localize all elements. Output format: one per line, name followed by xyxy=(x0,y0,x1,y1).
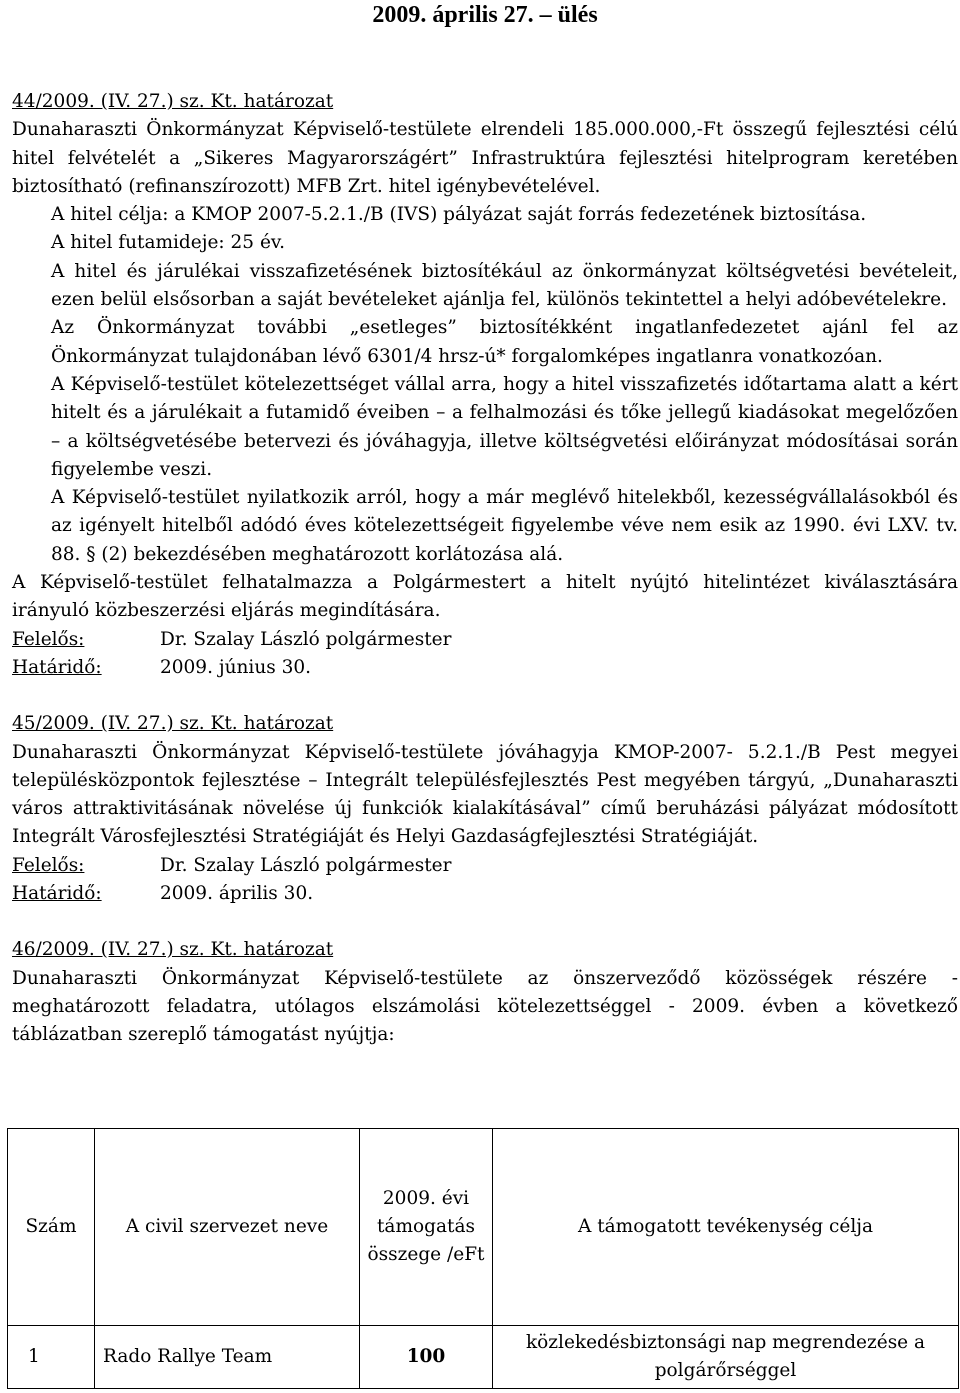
column-header: 2009. évi támogatás összege /eFt xyxy=(360,1129,493,1326)
resolution-item xyxy=(12,484,958,569)
resolution-heading: 45/2009. (IV. 27.) sz. Kt. határozat xyxy=(12,713,334,735)
deadline-value: 2009. április 30. xyxy=(160,883,314,905)
resolution-intro: Dunaharaszti Önkormányzat Képviselő-testülete jóváhagyja KMOP-2007- 5.2.1./B Pest megyei településközpontok fejlesztése – Integrált településfejlesztés Pest megyében tárgyú, „Dunaharaszti város attraktivitásának növelése új funkciók kialakításával” című beruházási pályázat módosított Integrált Városfejlesztési Stratégiáját és Helyi Gazdaságfejlesztési Stratégiáját. xyxy=(12,741,958,848)
responsible-line xyxy=(12,852,958,880)
table-row xyxy=(8,1326,959,1389)
deadline-value: 2009. június 30. xyxy=(160,656,312,678)
column-header: A támogatott tevékenység célja xyxy=(493,1129,959,1326)
item-number xyxy=(12,314,51,342)
resolution-heading: 46/2009. (IV. 27.) sz. Kt. határozat xyxy=(12,939,334,961)
support-amount: 100 xyxy=(360,1326,493,1389)
resolution-44 xyxy=(12,88,958,682)
deadline-label: Határidő: xyxy=(12,883,102,905)
resolution-item xyxy=(12,258,958,315)
deadline-label: Határidő: xyxy=(12,656,102,678)
item-text: A hitel célja: a KMOP 2007-5.2.1./B (IVS) pályázat saját forrás fedezetének biztosítása. xyxy=(51,204,867,226)
responsible-value: Dr. Szalay László polgármester xyxy=(160,854,452,876)
resolution-item xyxy=(12,201,958,229)
resolution-heading: 44/2009. (IV. 27.) sz. Kt. határozat xyxy=(12,91,334,112)
item-text: Az Önkormányzat további „esetleges” biztosítékként ingatlanfedezetet ajánl fel az Önkormányzat tulajdonában lévő 6301/4 hrsz-ú* forgalomképes ingatlanra vonatkozóan. xyxy=(51,317,958,367)
item-number xyxy=(12,484,51,512)
row-number: 1 xyxy=(8,1326,95,1389)
resolution-46 xyxy=(12,936,958,1049)
resolution-item xyxy=(12,229,958,257)
support-table xyxy=(7,1128,959,1389)
item-text: A hitel és járulékai visszafizetésének biztosítékául az önkormányzat költségvetési bevételeit, ezen belül elsősorban a saját bevételeket ajánlja fel, különös tekintettel a helyi adóbevételekre. xyxy=(51,260,958,311)
item-number xyxy=(12,258,51,286)
responsible-label: Felelős: xyxy=(12,628,85,650)
item-text: A Képviselő-testület kötelezettséget vállal arra, hogy a hitel visszafizetés időtartama alatt a kért hitelt és a járulékait a futamidő éveiben – a felhalmozási és tőke jellegű kiadásokat megelőzően – a költségvetésébe betervezi és jóváhagyja, illetve költségvetési előirányzat módosításai során figyelembe veszi. xyxy=(51,373,958,480)
responsible-line xyxy=(12,626,958,654)
deadline-line xyxy=(12,880,958,908)
organization-name: Rado Rallye Team xyxy=(95,1326,360,1389)
resolution-45 xyxy=(12,710,958,908)
resolution-intro: Dunaharaszti Önkormányzat Képviselő-testülete az önszerveződő közösségek részére - meghatározott feladatra, utólagos elszámolási kötelezettséggel - 2009. évben a következő táblázatban szereplő támogatást nyújtja: xyxy=(12,967,958,1046)
resolution-intro: Dunaharaszti Önkormányzat Képviselő-testülete elrendeli 185.000.000,-Ft összegű fejlesztési célú hitel felvételét a „Sikeres Magyarországért” Infrastruktúra fejlesztési hitelprogram keretében biztosítható (refinanszírozott) MFB Zrt. hitel igénybevételével. xyxy=(12,119,958,197)
table-header-row xyxy=(8,1129,959,1326)
supported-activity: közlekedésbiztonsági nap megrendezése a polgárőrséggel xyxy=(493,1326,959,1389)
item-text: A hitel futamideje: 25 év. xyxy=(51,232,286,254)
item-number xyxy=(12,229,51,257)
resolution-closing: A Képviselő-testület felhatalmazza a Polgármestert a hitelt nyújtó hitelintézet kiválasztására irányuló közbeszerzési eljárás megindítására. xyxy=(12,572,958,622)
document-page xyxy=(12,0,958,1050)
resolution-item xyxy=(12,314,958,371)
item-number xyxy=(12,201,51,229)
column-header: A civil szervezet neve xyxy=(95,1129,360,1326)
page-title: 2009. április 27. – ülés xyxy=(372,2,598,28)
item-text: A Képviselő-testület nyilatkozik arról, hogy a már meglévő hitelekből, kezességvállalásokból és az igényelt hitelből adódó éves kötelezettségeit figyelembe véve nem esik az 1990. évi LXV. tv. 88. § (2) bekezdésében meghatározott korlátozása alá. xyxy=(51,487,958,565)
responsible-value: Dr. Szalay László polgármester xyxy=(160,628,452,650)
resolution-item xyxy=(12,371,958,484)
responsible-label: Felelős: xyxy=(12,854,85,876)
deadline-line xyxy=(12,654,958,682)
column-header: Szám xyxy=(8,1129,95,1326)
item-number xyxy=(12,371,51,399)
